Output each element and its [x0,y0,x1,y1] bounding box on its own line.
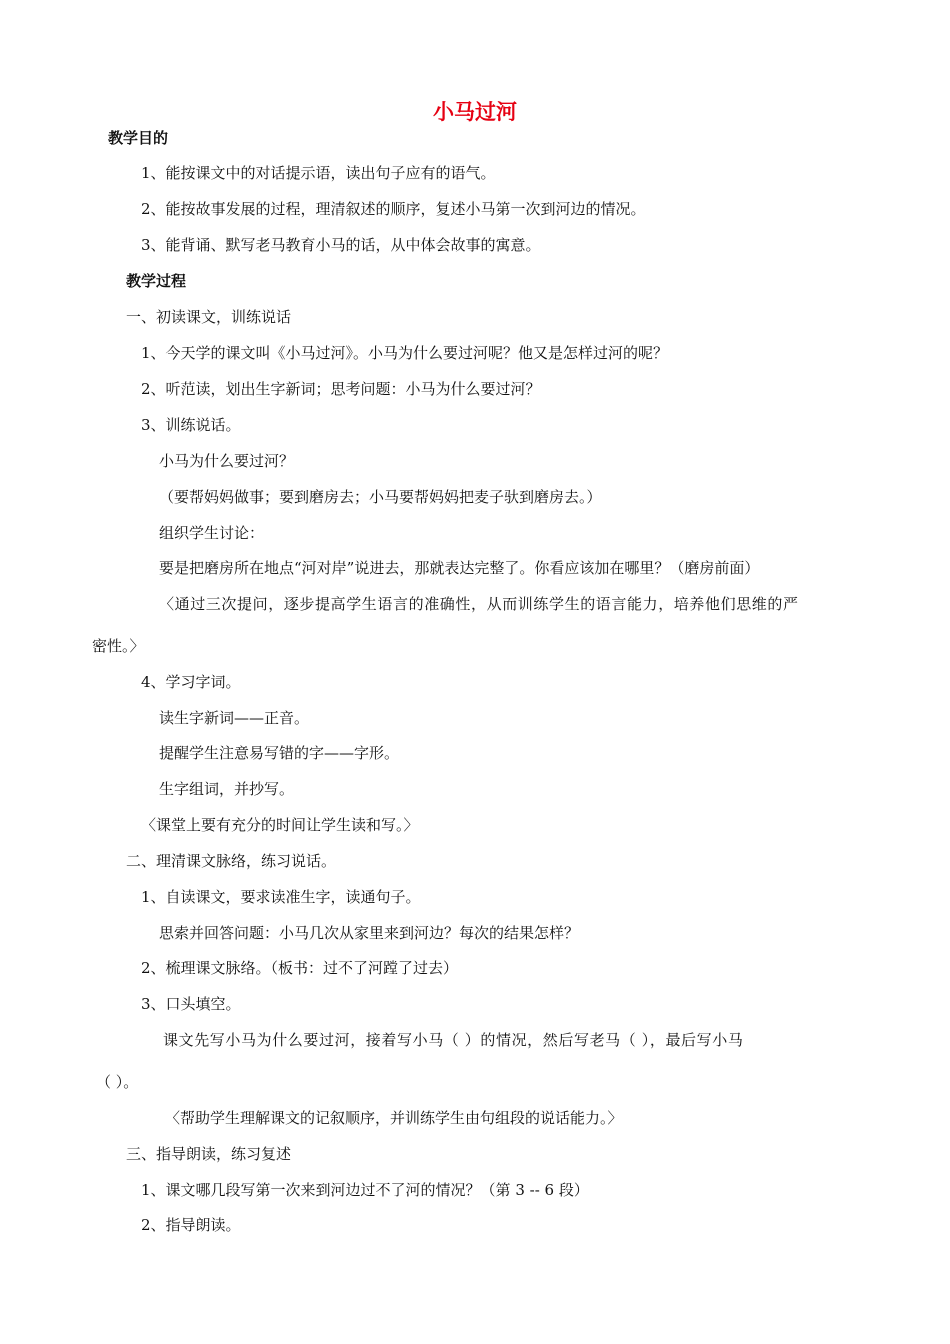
text-line: （要帮妈妈做事；要到磨房去；小马要帮妈妈把麦子驮到磨房去。） [159,488,602,506]
text-line: 密性。〉 [92,637,145,655]
text-line: 4、学习字词。 [141,673,241,691]
text-line: 〈帮助学生理解课文的记叙顺序，并训练学生由句组段的说话能力。〉 [165,1109,623,1127]
text-line: 3、口头填空。 [141,995,241,1013]
text-line: 思索并回答问题：小马几次从家里来到河边？每次的结果怎样？ [159,924,580,942]
text-line: 2、指导朗读。 [141,1216,241,1234]
text-line: 3、能背诵、默写老马教育小马的话，从中体会故事的寓意。 [141,236,541,254]
text-line: 生字组词，并抄写。 [159,780,295,798]
text-line: 二、理清课文脉络，练习说话。 [126,852,337,870]
text-line: 1、能按课文中的对话提示语，读出句子应有的语气。 [141,164,496,182]
document-title: 小马过河 [433,100,517,124]
text-line: 一、初读课文，训练说话 [126,308,292,326]
text-line: 1、自读课文，要求读准生字，读通句子。 [141,888,421,906]
text-line: 组织学生讨论： [159,524,265,542]
text-line: 3、训练说话。 [141,416,241,434]
text-line: 三、指导朗读，练习复述 [126,1145,292,1163]
text-line: 课文先写小马为什么要过河，接着写小马（ ）的情况，然后写老马（ ），最后写小马 [163,1031,744,1049]
text-line: 2、能按故事发展的过程，理清叙述的顺序，复述小马第一次到河边的情况。 [141,200,646,218]
text-line: 小马为什么要过河？ [159,452,295,470]
text-line: 2、听范读，划出生字新词；思考问题：小马为什么要过河？ [141,380,541,398]
text-line: 要是把磨房所在地点“河对岸”说进去，那就表达完整了。你看应该加在哪里？（磨房前面） [159,559,760,577]
text-line: 〈课堂上要有充分的时间让学生读和写。〉 [141,816,419,834]
text-line: 〈通过三次提问，逐步提高学生语言的准确性，从而训练学生的语言能力，培养他们思维的严 [159,595,799,613]
text-line: 2、梳理课文脉络。（板书：过不了河蹚了过去） [141,959,459,977]
section-heading: 教学过程 [126,272,187,290]
text-line: 提醒学生注意易写错的字——字形。 [159,744,400,762]
text-line: （ ）。 [96,1073,139,1091]
text-line: 读生字新词——正音。 [159,709,310,727]
text-line: 1、今天学的课文叫《小马过河》。小马为什么要过河呢？他又是怎样过河的呢？ [141,344,669,362]
section-heading: 教学目的 [108,129,169,147]
text-line: 1、课文哪几段写第一次来到河边过不了河的情况？（第 3 -- 6 段） [141,1181,589,1199]
